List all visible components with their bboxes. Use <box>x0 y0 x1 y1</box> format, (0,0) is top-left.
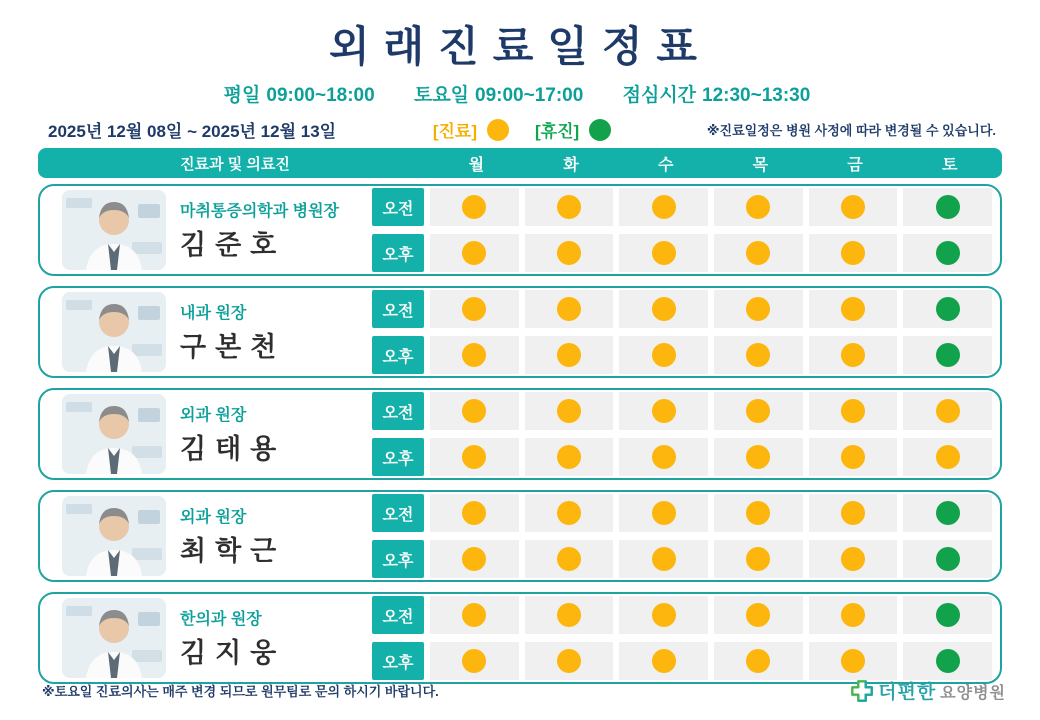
schedule-cell <box>525 596 614 634</box>
schedule-cell <box>619 290 708 328</box>
session-label-am: 오전 <box>372 392 424 430</box>
day-header: 화 <box>563 156 579 174</box>
schedule-cell <box>525 540 614 578</box>
closed-dot-icon <box>936 241 960 265</box>
open-dot-icon <box>841 501 865 525</box>
table-header <box>38 148 1002 178</box>
open-dot-icon <box>462 195 486 219</box>
open-dot-icon <box>841 649 865 673</box>
doctor-photo <box>62 190 166 270</box>
doctor-name: 김준호 <box>180 230 286 260</box>
schedule-cell <box>809 234 898 272</box>
doctor-row <box>38 490 1002 582</box>
schedule-cell <box>525 188 614 226</box>
footer <box>42 677 1006 704</box>
schedule-cell <box>430 188 519 226</box>
closed-dot-icon <box>936 343 960 367</box>
open-dot-icon <box>462 241 486 265</box>
schedule-cell <box>714 540 803 578</box>
schedule-cell <box>430 392 519 430</box>
session-label-pm: 오후 <box>372 234 424 272</box>
open-dot-icon <box>462 547 486 571</box>
legend-closed-dot-icon <box>589 119 611 141</box>
schedule-cell <box>903 290 992 328</box>
open-dot-icon <box>936 399 960 423</box>
open-dot-icon <box>746 501 770 525</box>
schedule-cell <box>619 596 708 634</box>
open-dot-icon <box>557 501 581 525</box>
schedule-cell <box>430 540 519 578</box>
session-label-pm: 오후 <box>372 438 424 476</box>
schedule-cell <box>809 596 898 634</box>
schedule-cell <box>903 438 992 476</box>
doctor-department: 외과 원장 <box>180 407 247 424</box>
doctor-rows <box>38 184 1002 684</box>
schedule-cell <box>809 336 898 374</box>
schedule-cell <box>714 290 803 328</box>
day-header: 목 <box>752 156 769 174</box>
saturday-hours: 토요일 09:00~17:00 <box>413 85 584 106</box>
schedule-cell <box>619 642 708 680</box>
open-dot-icon <box>841 445 865 469</box>
open-dot-icon <box>557 399 581 423</box>
schedule-cell <box>714 596 803 634</box>
open-dot-icon <box>462 399 486 423</box>
open-dot-icon <box>841 297 865 321</box>
schedule-cell <box>714 494 803 532</box>
schedule-cell <box>619 234 708 272</box>
open-dot-icon <box>746 241 770 265</box>
open-dot-icon <box>841 195 865 219</box>
session-label-am: 오전 <box>372 188 424 226</box>
lunch-hours: 점심시간 12:30~13:30 <box>622 85 811 106</box>
open-dot-icon <box>936 445 960 469</box>
clinic-hours <box>0 80 1040 107</box>
schedule-cell <box>525 494 614 532</box>
legend-open-dot-icon <box>487 119 509 141</box>
open-dot-icon <box>746 547 770 571</box>
schedule-cell <box>714 438 803 476</box>
open-dot-icon <box>746 649 770 673</box>
schedule-cell <box>809 438 898 476</box>
hospital-name: 더편한 <box>878 682 937 703</box>
open-dot-icon <box>462 649 486 673</box>
am-row <box>372 494 992 532</box>
open-dot-icon <box>557 297 581 321</box>
open-dot-icon <box>557 445 581 469</box>
schedule-cell <box>619 188 708 226</box>
open-dot-icon <box>652 241 676 265</box>
am-row <box>372 596 992 634</box>
staff-column-header: 진료과 및 의료진 <box>180 155 290 173</box>
session-label-am: 오전 <box>372 596 424 634</box>
day-header: 월 <box>468 156 485 174</box>
open-dot-icon <box>652 603 676 627</box>
schedule-cell <box>714 234 803 272</box>
schedule-cell <box>809 494 898 532</box>
open-dot-icon <box>462 445 486 469</box>
day-header: 토 <box>941 156 958 174</box>
open-dot-icon <box>557 649 581 673</box>
date-range: 2025년 12월 08일 ~ 2025년 12월 13일 <box>48 122 337 141</box>
closed-dot-icon <box>936 297 960 321</box>
schedule-cell <box>430 642 519 680</box>
schedule-cell <box>619 392 708 430</box>
schedule-cell <box>619 494 708 532</box>
doctor-name: 최학근 <box>180 536 286 566</box>
schedule-cell <box>809 290 898 328</box>
hospital-cross-icon <box>850 679 874 703</box>
doctor-name: 구본천 <box>180 332 286 362</box>
doctor-row <box>38 184 1002 276</box>
open-dot-icon <box>557 547 581 571</box>
schedule-cell <box>903 336 992 374</box>
open-dot-icon <box>557 603 581 627</box>
schedule-cell <box>525 438 614 476</box>
open-dot-icon <box>746 445 770 469</box>
pm-row <box>372 438 992 476</box>
open-dot-icon <box>557 195 581 219</box>
schedule-cell <box>809 188 898 226</box>
open-dot-icon <box>841 603 865 627</box>
doctor-department: 한의과 원장 <box>180 611 262 628</box>
legend <box>433 117 611 142</box>
doctor-row <box>38 286 1002 378</box>
schedule-cell <box>430 234 519 272</box>
schedule-cell <box>525 234 614 272</box>
schedule-cell <box>430 290 519 328</box>
hospital-logo <box>850 677 1006 704</box>
schedule-cell <box>714 336 803 374</box>
closed-dot-icon <box>936 649 960 673</box>
open-dot-icon <box>746 297 770 321</box>
closed-dot-icon <box>936 501 960 525</box>
weekday-hours: 평일 09:00~18:00 <box>223 85 375 106</box>
day-header: 수 <box>657 156 674 174</box>
legend-open-label: [진료] <box>432 122 477 141</box>
schedule-cell <box>430 336 519 374</box>
am-row <box>372 188 992 226</box>
open-dot-icon <box>652 297 676 321</box>
schedule-cell <box>525 290 614 328</box>
open-dot-icon <box>557 343 581 367</box>
am-row <box>372 392 992 430</box>
schedule-cell <box>525 392 614 430</box>
schedule-cell <box>619 540 708 578</box>
schedule-cell <box>714 392 803 430</box>
open-dot-icon <box>652 547 676 571</box>
closed-dot-icon <box>936 195 960 219</box>
open-dot-icon <box>652 399 676 423</box>
open-dot-icon <box>746 343 770 367</box>
open-dot-icon <box>746 603 770 627</box>
doctor-department: 내과 원장 <box>180 305 247 322</box>
open-dot-icon <box>652 343 676 367</box>
open-dot-icon <box>841 241 865 265</box>
pm-row <box>372 234 992 272</box>
schedule-cell <box>619 336 708 374</box>
schedule-cell <box>809 642 898 680</box>
closed-dot-icon <box>936 603 960 627</box>
pm-row <box>372 540 992 578</box>
doctor-department: 마취통증의학과 병원장 <box>180 203 340 220</box>
schedule-cell <box>430 596 519 634</box>
doctor-row <box>38 592 1002 684</box>
doctor-row <box>38 388 1002 480</box>
info-row <box>48 117 996 142</box>
open-dot-icon <box>652 501 676 525</box>
doctor-name: 김태용 <box>180 434 286 464</box>
schedule-cell <box>903 540 992 578</box>
schedule-cell <box>903 392 992 430</box>
doctor-photo <box>62 394 166 474</box>
schedule-notice: ※진료일정은 병원 사정에 따라 변경될 수 있습니다. <box>706 123 996 138</box>
open-dot-icon <box>746 399 770 423</box>
schedule-cell <box>430 494 519 532</box>
session-label-am: 오전 <box>372 290 424 328</box>
am-row <box>372 290 992 328</box>
schedule-cell <box>903 188 992 226</box>
doctor-photo <box>62 292 166 372</box>
schedule-cell <box>430 438 519 476</box>
session-label-pm: 오후 <box>372 642 424 680</box>
legend-closed-label: [휴진] <box>535 122 580 141</box>
hospital-name-suffix: 요양병원 <box>940 685 1006 702</box>
footer-note: ※토요일 진료의사는 매주 변경 되므로 원무팀로 문의 하시기 바랍니다. <box>42 684 439 699</box>
schedule-cell <box>809 392 898 430</box>
open-dot-icon <box>557 241 581 265</box>
open-dot-icon <box>841 399 865 423</box>
schedule-cell <box>903 494 992 532</box>
open-dot-icon <box>462 501 486 525</box>
open-dot-icon <box>841 343 865 367</box>
open-dot-icon <box>652 195 676 219</box>
open-dot-icon <box>462 343 486 367</box>
day-headers <box>432 152 994 175</box>
doctor-photo <box>62 598 166 678</box>
open-dot-icon <box>652 445 676 469</box>
schedule-cell <box>714 188 803 226</box>
pm-row <box>372 336 992 374</box>
schedule-cell <box>809 540 898 578</box>
schedule-cell <box>903 234 992 272</box>
doctor-photo <box>62 496 166 576</box>
schedule-cell <box>619 438 708 476</box>
schedule-cell <box>525 642 614 680</box>
open-dot-icon <box>462 603 486 627</box>
closed-dot-icon <box>936 547 960 571</box>
open-dot-icon <box>746 195 770 219</box>
schedule-cell <box>525 336 614 374</box>
pm-row <box>372 642 992 680</box>
page-title: 외래진료일정표 <box>328 23 711 70</box>
schedule-cell <box>903 642 992 680</box>
open-dot-icon <box>462 297 486 321</box>
session-label-pm: 오후 <box>372 336 424 374</box>
doctor-name: 김지웅 <box>180 638 286 668</box>
doctor-department: 외과 원장 <box>180 509 247 526</box>
session-label-am: 오전 <box>372 494 424 532</box>
schedule-cell <box>903 596 992 634</box>
session-label-pm: 오후 <box>372 540 424 578</box>
open-dot-icon <box>841 547 865 571</box>
schedule-cell <box>714 642 803 680</box>
open-dot-icon <box>652 649 676 673</box>
day-header: 금 <box>847 156 863 174</box>
